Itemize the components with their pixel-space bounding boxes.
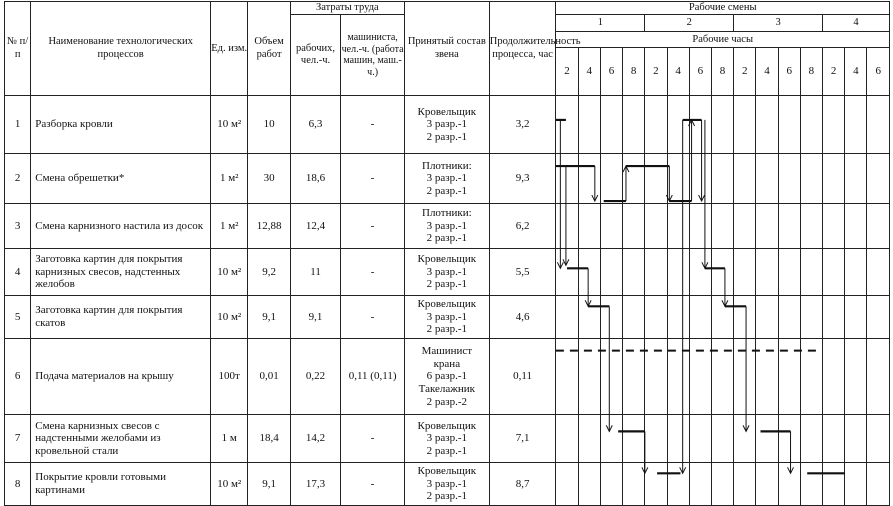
schedule-cell — [689, 463, 711, 506]
schedule-cell — [800, 249, 822, 296]
row-duration: 6,2 — [489, 204, 556, 249]
row-labor-workers: 12,4 — [290, 204, 341, 249]
row-labor-workers: 18,6 — [290, 154, 341, 204]
schedule-cell — [867, 415, 890, 463]
schedule-cell — [734, 204, 756, 249]
schedule-cell — [867, 154, 890, 204]
team-line: Плотники: — [422, 207, 472, 220]
schedule-cell — [667, 249, 689, 296]
schedule-cell — [823, 463, 845, 506]
col-header-duration: Продолжительность процесса, час — [489, 2, 556, 96]
hour-label: 6 — [689, 48, 711, 96]
schedule-cell — [756, 204, 778, 249]
schedule-cell — [623, 249, 645, 296]
schedule-cell — [578, 463, 600, 506]
schedule-cell — [623, 463, 645, 506]
schedule-cell — [600, 96, 622, 154]
schedule-cell — [845, 96, 867, 154]
schedule-cell — [823, 96, 845, 154]
row-volume: 12,88 — [248, 204, 290, 249]
schedule-cell — [645, 296, 667, 339]
row-process-name: Покрытие кровли готовыми картинами — [31, 463, 211, 506]
team-line: 3 разр.-1 — [426, 219, 468, 232]
schedule-cell — [867, 339, 890, 415]
row-team — [404, 96, 489, 154]
table-row — [5, 296, 890, 339]
schedule-cell — [867, 204, 890, 249]
team-line: Кровельщик — [417, 253, 477, 266]
shift-2-label: 2 — [645, 15, 734, 32]
schedule-cell — [578, 96, 600, 154]
shift-4-label: 4 — [823, 15, 890, 32]
schedule-cell — [778, 96, 800, 154]
team-line: 3 разр.-1 — [426, 265, 468, 278]
schedule-cell — [600, 204, 622, 249]
schedule-cell — [734, 415, 756, 463]
col-header-shifts: Рабочие смены — [556, 2, 890, 15]
row-labor-workers: 11 — [290, 249, 341, 296]
row-volume: 9,1 — [248, 463, 290, 506]
row-unit: 10 м² — [211, 96, 248, 154]
schedule-cell — [623, 154, 645, 204]
schedule-cell — [756, 154, 778, 204]
schedule-cell — [778, 204, 800, 249]
schedule-cell — [711, 463, 733, 506]
team-line: 3 разр.-1 — [426, 172, 468, 185]
team-line: Плотники: — [422, 159, 472, 172]
row-labor-machinist: - — [341, 204, 405, 249]
col-header-labor: Затраты труда — [290, 2, 404, 15]
row-team — [404, 463, 489, 506]
row-process-name: Смена обрешетки* — [31, 154, 211, 204]
schedule-cell — [711, 415, 733, 463]
row-labor-machinist: 0,11 (0,11) — [341, 339, 405, 415]
team-line: 2 разр.-2 — [426, 395, 468, 408]
schedule-cell — [578, 204, 600, 249]
row-volume: 10 — [248, 96, 290, 154]
hour-label: 2 — [734, 48, 756, 96]
schedule-cell — [578, 415, 600, 463]
col-header-labor-machinist: машиниста, чел.-ч. (работа машин, маш.-ч.) — [341, 15, 405, 96]
row-num: 1 — [5, 96, 31, 154]
schedule-cell — [667, 154, 689, 204]
schedule-cell — [800, 339, 822, 415]
schedule-cell — [800, 96, 822, 154]
team-line: 2 разр.-1 — [426, 323, 468, 336]
team-line: Такелажник — [418, 382, 476, 395]
schedule-cell — [711, 339, 733, 415]
schedule-cell — [756, 296, 778, 339]
col-header-process: Наименование технологических процессов — [31, 2, 211, 96]
row-team — [404, 249, 489, 296]
row-duration: 9,3 — [489, 154, 556, 204]
schedule-cell — [556, 249, 578, 296]
row-duration: 0,11 — [489, 339, 556, 415]
hour-label: 8 — [623, 48, 645, 96]
row-duration: 4,6 — [489, 296, 556, 339]
schedule-cell — [867, 463, 890, 506]
row-labor-workers: 14,2 — [290, 415, 341, 463]
schedule-cell — [578, 296, 600, 339]
schedule-cell — [711, 204, 733, 249]
hour-label: 2 — [823, 48, 845, 96]
schedule-cell — [845, 296, 867, 339]
col-header-unit: Ед. изм. — [211, 2, 248, 96]
row-unit: 10 м² — [211, 463, 248, 506]
team-line: 2 разр.-1 — [426, 444, 468, 457]
schedule-cell — [667, 296, 689, 339]
schedule-cell — [600, 249, 622, 296]
schedule-cell — [778, 249, 800, 296]
schedule-cell — [645, 463, 667, 506]
schedule-cell — [645, 96, 667, 154]
schedule-cell — [867, 96, 890, 154]
schedule-cell — [623, 415, 645, 463]
row-duration: 8,7 — [489, 463, 556, 506]
team-line: Кровельщик — [417, 298, 477, 311]
schedule-cell — [800, 204, 822, 249]
team-line: 2 разр.-1 — [426, 490, 468, 503]
team-line: 2 разр.-1 — [426, 232, 468, 245]
row-unit: 1 м² — [211, 154, 248, 204]
team-line: 2 разр.-1 — [426, 278, 468, 291]
schedule-cell — [778, 463, 800, 506]
team-line: 3 разр.-1 — [426, 118, 468, 131]
row-labor-machinist: - — [341, 154, 405, 204]
schedule-cell — [556, 296, 578, 339]
row-unit: 1 м² — [211, 204, 248, 249]
schedule-cell — [756, 463, 778, 506]
schedule-cell — [823, 339, 845, 415]
team-line: Машинист — [421, 344, 473, 357]
schedule-cell — [645, 415, 667, 463]
table-row — [5, 339, 890, 415]
row-unit: 10 м² — [211, 296, 248, 339]
row-duration: 3,2 — [489, 96, 556, 154]
schedule-cell — [800, 415, 822, 463]
schedule-cell — [556, 463, 578, 506]
row-process-name: Смена карнизного настила из досок — [31, 204, 211, 249]
hour-label: 4 — [667, 48, 689, 96]
schedule-cell — [600, 339, 622, 415]
row-labor-workers: 9,1 — [290, 296, 341, 339]
schedule-cell — [867, 296, 890, 339]
schedule-cell — [756, 339, 778, 415]
table-row — [5, 249, 890, 296]
schedule-cell — [556, 154, 578, 204]
schedule-cell — [600, 415, 622, 463]
table-row — [5, 415, 890, 463]
row-team — [404, 154, 489, 204]
team-line: крана — [433, 357, 461, 370]
row-volume: 30 — [248, 154, 290, 204]
schedule-cell — [845, 415, 867, 463]
hour-label: 2 — [645, 48, 667, 96]
row-team — [404, 204, 489, 249]
col-header-labor-workers: рабочих, чел.-ч. — [290, 15, 341, 96]
schedule-cell — [600, 463, 622, 506]
schedule-cell — [778, 339, 800, 415]
schedule-cell — [556, 415, 578, 463]
schedule-cell — [667, 415, 689, 463]
hour-label: 2 — [556, 48, 578, 96]
row-process-name: Подача материалов на крышу — [31, 339, 211, 415]
row-labor-machinist: - — [341, 249, 405, 296]
row-duration: 5,5 — [489, 249, 556, 296]
schedule-cell — [756, 249, 778, 296]
row-team — [404, 339, 489, 415]
team-line: 6 разр.-1 — [426, 370, 468, 383]
schedule-cell — [667, 463, 689, 506]
team-line: Кровельщик — [417, 105, 477, 118]
schedule-cell — [711, 154, 733, 204]
schedule-cell — [689, 415, 711, 463]
schedule-cell — [734, 96, 756, 154]
schedule-cell — [800, 296, 822, 339]
row-volume: 18,4 — [248, 415, 290, 463]
table-row — [5, 154, 890, 204]
schedule-cell — [645, 154, 667, 204]
hour-label: 6 — [867, 48, 890, 96]
team-line: 2 разр.-1 — [426, 184, 468, 197]
schedule-cell — [578, 339, 600, 415]
row-num: 4 — [5, 249, 31, 296]
col-header-team: Принятый состав звена — [404, 2, 489, 96]
schedule-cell — [689, 249, 711, 296]
schedule-cell — [823, 154, 845, 204]
team-line: 3 разр.-1 — [426, 432, 468, 445]
schedule-cell — [778, 415, 800, 463]
schedule-cell — [778, 154, 800, 204]
table-row — [5, 96, 890, 154]
hour-label: 6 — [600, 48, 622, 96]
hour-label: 4 — [756, 48, 778, 96]
hour-label: 8 — [800, 48, 822, 96]
row-num: 7 — [5, 415, 31, 463]
schedule-cell — [645, 339, 667, 415]
row-process-name: Заготовка картин для покрытия карнизных свесов, надстенных желобов — [31, 249, 211, 296]
schedule-cell — [823, 296, 845, 339]
row-labor-machinist: - — [341, 463, 405, 506]
schedule-cell — [645, 249, 667, 296]
row-duration: 7,1 — [489, 415, 556, 463]
schedule-cell — [623, 339, 645, 415]
row-process-name: Разборка кровли — [31, 96, 211, 154]
schedule-cell — [556, 339, 578, 415]
row-labor-workers: 0,22 — [290, 339, 341, 415]
schedule-cell — [734, 463, 756, 506]
schedule-cell — [867, 249, 890, 296]
schedule-cell — [556, 204, 578, 249]
row-volume: 0,01 — [248, 339, 290, 415]
hour-label: 6 — [778, 48, 800, 96]
team-line: Кровельщик — [417, 465, 477, 478]
schedule-cell — [667, 96, 689, 154]
row-labor-machinist: - — [341, 96, 405, 154]
row-labor-machinist: - — [341, 415, 405, 463]
row-process-name: Заготовка картин для покрытия скатов — [31, 296, 211, 339]
schedule-cell — [689, 339, 711, 415]
schedule-cell — [778, 296, 800, 339]
row-volume: 9,1 — [248, 296, 290, 339]
team-line: 3 разр.-1 — [426, 477, 468, 490]
row-team — [404, 296, 489, 339]
schedule-cell — [734, 296, 756, 339]
schedule-cell — [623, 96, 645, 154]
schedule-cell — [600, 296, 622, 339]
row-num: 5 — [5, 296, 31, 339]
schedule-cell — [711, 296, 733, 339]
row-labor-workers: 6,3 — [290, 96, 341, 154]
schedule-cell — [556, 96, 578, 154]
schedule-cell — [689, 296, 711, 339]
row-volume: 9,2 — [248, 249, 290, 296]
col-header-num: № п/п — [5, 2, 31, 96]
hour-label: 4 — [845, 48, 867, 96]
shift-3-label: 3 — [734, 15, 823, 32]
row-labor-machinist: - — [341, 296, 405, 339]
schedule-cell — [845, 463, 867, 506]
schedule-cell — [734, 339, 756, 415]
schedule-cell — [845, 249, 867, 296]
schedule-cell — [756, 96, 778, 154]
team-line: 2 разр.-1 — [426, 130, 468, 143]
table-row — [5, 204, 890, 249]
row-num: 6 — [5, 339, 31, 415]
team-line: 3 разр.-1 — [426, 310, 468, 323]
schedule-cell — [645, 204, 667, 249]
schedule-cell — [800, 463, 822, 506]
schedule-cell — [845, 204, 867, 249]
hour-label: 4 — [578, 48, 600, 96]
row-process-name: Смена карнизных свесов с надстенными желобами из кровельной стали — [31, 415, 211, 463]
schedule-cell — [711, 249, 733, 296]
team-line: Кровельщик — [417, 419, 477, 432]
row-team — [404, 415, 489, 463]
row-unit: 10 м² — [211, 249, 248, 296]
schedule-cell — [689, 204, 711, 249]
schedule-cell — [800, 154, 822, 204]
schedule-cell — [823, 204, 845, 249]
schedule-cell — [689, 96, 711, 154]
row-num: 3 — [5, 204, 31, 249]
schedule-cell — [623, 204, 645, 249]
schedule-cell — [823, 415, 845, 463]
schedule-cell — [734, 154, 756, 204]
hour-label: 8 — [711, 48, 733, 96]
row-num: 8 — [5, 463, 31, 506]
process-schedule-table — [4, 1, 890, 506]
schedule-cell — [734, 249, 756, 296]
col-header-hours: Рабочие часы — [556, 32, 890, 48]
schedule-cell — [845, 339, 867, 415]
schedule-cell — [823, 249, 845, 296]
schedule-cell — [667, 204, 689, 249]
row-num: 2 — [5, 154, 31, 204]
table-row — [5, 463, 890, 506]
schedule-cell — [578, 249, 600, 296]
shift-1-label: 1 — [556, 15, 645, 32]
schedule-cell — [600, 154, 622, 204]
row-unit: 100т — [211, 339, 248, 415]
schedule-cell — [689, 154, 711, 204]
row-unit: 1 м — [211, 415, 248, 463]
schedule-cell — [845, 154, 867, 204]
schedule-cell — [667, 339, 689, 415]
col-header-volume: Объем работ — [248, 2, 290, 96]
schedule-cell — [623, 296, 645, 339]
schedule-cell — [756, 415, 778, 463]
schedule-cell — [578, 154, 600, 204]
row-labor-workers: 17,3 — [290, 463, 341, 506]
schedule-cell — [711, 96, 733, 154]
